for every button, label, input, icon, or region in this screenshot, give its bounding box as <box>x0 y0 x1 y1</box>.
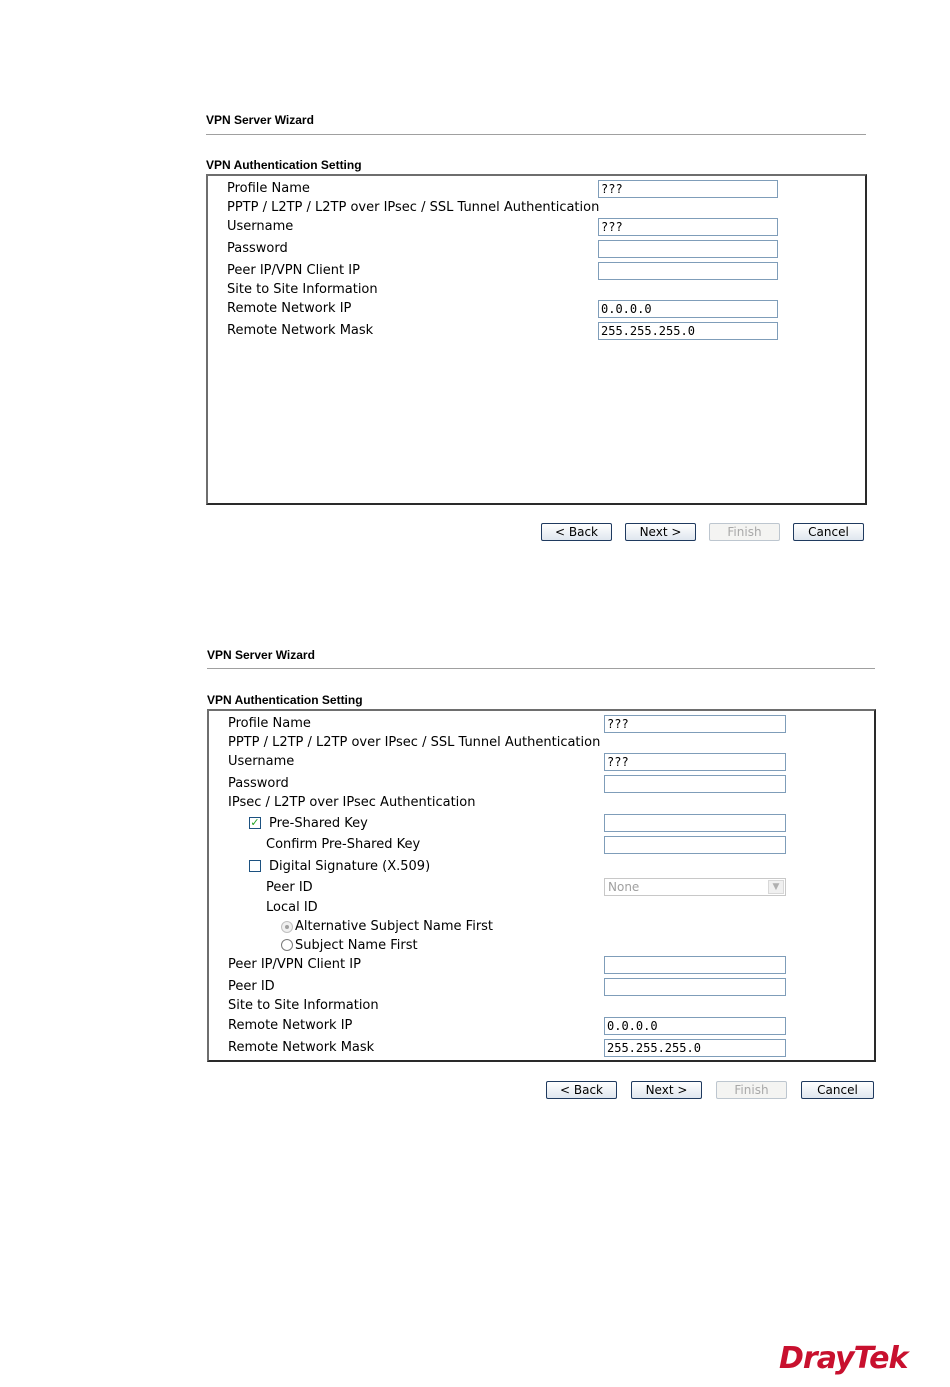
title-divider <box>207 668 875 669</box>
section-title: VPN Authentication Setting <box>207 693 363 707</box>
alt-subject-label: Alternative Subject Name First <box>295 919 494 934</box>
local-id-label: Local ID <box>266 900 318 915</box>
remote-network-ip-input[interactable]: 0.0.0.0 <box>598 300 778 318</box>
username-input[interactable]: ??? <box>598 218 778 236</box>
pre-shared-key-checkbox[interactable]: ✓ <box>250 816 260 829</box>
finish-button[interactable]: Finish <box>709 523 780 541</box>
username-label: Username <box>228 754 295 769</box>
back-button[interactable]: < Back <box>541 523 612 541</box>
peer-id-select-value: None <box>608 880 640 894</box>
password-label: Password <box>228 776 289 791</box>
chevron-down-icon: ▼ <box>768 880 784 894</box>
remote-network-mask-input[interactable]: 255.255.255.0 <box>604 1039 786 1057</box>
peer-id-select[interactable] <box>604 878 786 896</box>
finish-button[interactable]: Finish <box>716 1081 787 1099</box>
password-input[interactable] <box>598 240 778 258</box>
site-to-site-header: Site to Site Information <box>227 282 378 297</box>
peer-ip-label: Peer IP/VPN Client IP <box>228 957 361 972</box>
remote-network-mask-label: Remote Network Mask <box>228 1040 375 1055</box>
remote-network-ip-label: Remote Network IP <box>228 1018 353 1033</box>
username-input[interactable]: ??? <box>604 753 786 771</box>
wizard-title: VPN Server Wizard <box>207 648 315 662</box>
peer-id-select-label: Peer ID <box>266 880 313 895</box>
password-label: Password <box>227 241 288 256</box>
remote-network-ip-label: Remote Network IP <box>227 301 352 316</box>
profile-name-input[interactable]: ??? <box>604 715 786 733</box>
subject-name-radio[interactable] <box>281 939 293 951</box>
remote-network-mask-label: Remote Network Mask <box>227 323 374 338</box>
peer-id-label: Peer ID <box>228 979 275 994</box>
remote-network-mask-input[interactable]: 255.255.255.0 <box>598 322 778 340</box>
password-input[interactable] <box>604 775 786 793</box>
confirm-psk-input[interactable] <box>604 836 786 854</box>
peer-ip-input[interactable] <box>604 956 786 974</box>
next-button[interactable]: Next > <box>625 523 696 541</box>
ipsec-auth-header: IPsec / L2TP over IPsec Authentication <box>228 795 476 810</box>
username-label: Username <box>227 219 294 234</box>
pre-shared-key-label: Pre-Shared Key <box>269 816 368 831</box>
section-title: VPN Authentication Setting <box>206 158 362 172</box>
cancel-button[interactable]: Cancel <box>801 1081 874 1099</box>
peer-ip-input[interactable] <box>598 262 778 280</box>
digital-signature-checkbox[interactable] <box>249 860 261 872</box>
peer-ip-label: Peer IP/VPN Client IP <box>227 263 360 278</box>
wizard-title: VPN Server Wizard <box>206 113 314 127</box>
pptp-auth-header: PPTP / L2TP / L2TP over IPsec / SSL Tunnel Authentication <box>227 200 600 215</box>
profile-name-label: Profile Name <box>228 716 311 731</box>
profile-name-input[interactable]: ??? <box>598 180 778 198</box>
subject-name-label: Subject Name First <box>295 938 418 953</box>
back-button[interactable]: < Back <box>546 1081 617 1099</box>
profile-name-label: Profile Name <box>227 181 310 196</box>
title-divider <box>206 134 866 135</box>
remote-network-ip-input[interactable]: 0.0.0.0 <box>604 1017 786 1035</box>
site-to-site-header: Site to Site Information <box>228 998 379 1013</box>
digital-signature-label: Digital Signature (X.509) <box>269 859 431 874</box>
next-button[interactable]: Next > <box>631 1081 702 1099</box>
draytek-logo: DrayTek <box>779 1341 908 1376</box>
pptp-auth-header: PPTP / L2TP / L2TP over IPsec / SSL Tunnel Authentication <box>228 735 601 750</box>
peer-id-input[interactable] <box>604 978 786 996</box>
alt-subject-radio[interactable] <box>281 921 293 933</box>
confirm-psk-label: Confirm Pre-Shared Key <box>266 837 421 852</box>
pre-shared-key-input[interactable] <box>604 814 786 832</box>
cancel-button[interactable]: Cancel <box>793 523 864 541</box>
